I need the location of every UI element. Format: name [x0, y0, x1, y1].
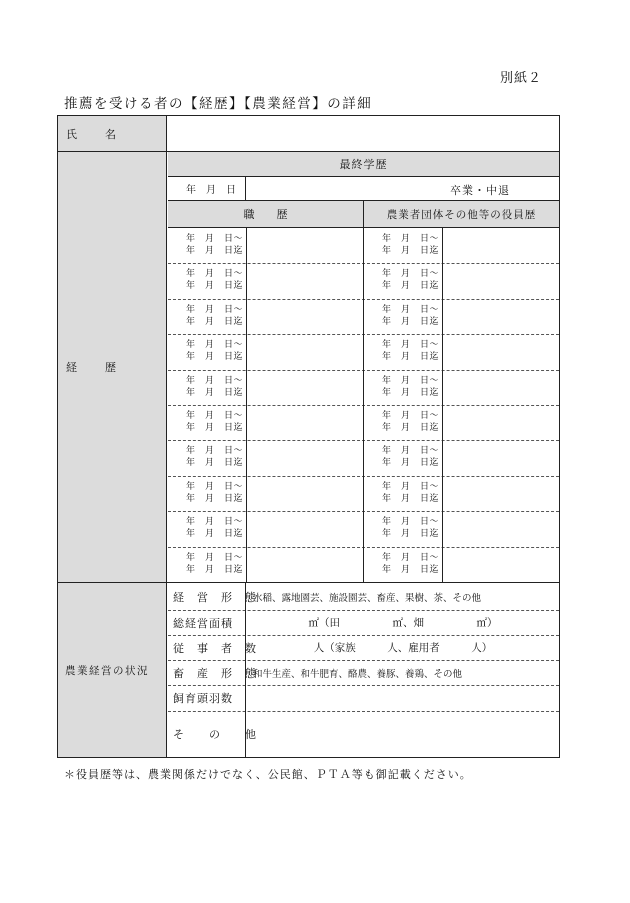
period-from: 年 月 日～ — [382, 234, 440, 244]
officer-detail-field[interactable] — [443, 511, 559, 546]
period-from: 年 月 日～ — [186, 304, 244, 315]
job-period — [186, 516, 243, 540]
career-label-cell — [58, 152, 167, 582]
period-to: 年 月 日迄 — [186, 493, 244, 504]
job-period — [186, 410, 243, 434]
officer-detail-field[interactable] — [443, 547, 559, 582]
period-to: 年 月 日迄 — [382, 316, 440, 327]
farming-label: 農業経営の状況 — [65, 664, 149, 677]
farming-label-cell — [58, 583, 167, 757]
name-label: 氏 名 — [66, 127, 118, 141]
column-divider — [363, 334, 364, 369]
job-period — [186, 304, 243, 328]
job-period — [186, 233, 243, 257]
period-to: 年 月 日迄 — [382, 529, 440, 540]
officer-period — [382, 516, 439, 540]
officer-detail-field[interactable] — [443, 476, 559, 511]
period-to: 年 月 日迄 — [186, 281, 244, 292]
period-from: 年 月 日～ — [382, 304, 440, 315]
officer-period — [382, 481, 439, 505]
job-period — [186, 375, 243, 399]
name-field[interactable] — [168, 116, 559, 151]
column-divider — [363, 370, 364, 405]
farming-item-value[interactable] — [247, 711, 559, 757]
period-to: 年 月 日迄 — [186, 423, 244, 433]
job-detail-field[interactable] — [247, 370, 363, 405]
period-from: 年 月 日～ — [186, 552, 244, 563]
period-from: 年 月 日～ — [186, 411, 244, 421]
officer-detail-field[interactable] — [443, 299, 559, 334]
farming-item-label: 飼育頭羽数 — [168, 685, 246, 711]
period-from: 年 月 日～ — [186, 517, 244, 528]
period-from: 年 月 日～ — [382, 375, 440, 386]
job-detail-field[interactable] — [247, 334, 363, 369]
period-to: 年 月 日迄 — [382, 352, 440, 363]
period-from: 年 月 日～ — [186, 269, 244, 280]
job-detail-field[interactable] — [247, 511, 363, 546]
period-to: 年 月 日迄 — [186, 352, 244, 363]
footnote: ＊役員歴等は、農業関係だけでなく、公民館、ＰＴＡ等も御記載ください。 — [64, 768, 472, 781]
education-field[interactable] — [247, 177, 559, 200]
period-to: 年 月 日迄 — [186, 387, 244, 398]
period-from: 年 月 日～ — [382, 340, 440, 351]
job-period — [186, 268, 243, 292]
period-from: 年 月 日～ — [186, 340, 244, 351]
officer-period — [382, 233, 439, 257]
officer-detail-field[interactable] — [443, 263, 559, 298]
column-divider — [363, 547, 364, 582]
period-to: 年 月 日迄 — [382, 387, 440, 398]
period-to: 年 月 日迄 — [382, 458, 440, 469]
job-history-header: 職 歴 — [168, 201, 364, 228]
period-from: 年 月 日～ — [382, 552, 440, 563]
officer-detail-field[interactable] — [443, 334, 559, 369]
farming-item-label: 畜 産 形 態 — [168, 660, 246, 685]
job-detail-field[interactable] — [247, 476, 363, 511]
period-to: 年 月 日迄 — [186, 316, 244, 327]
job-detail-field[interactable] — [247, 228, 363, 263]
job-period — [186, 481, 243, 505]
period-from: 年 月 日～ — [186, 234, 244, 244]
job-period — [186, 339, 243, 363]
education-header: 最終学歴 — [168, 152, 559, 177]
officer-detail-field[interactable] — [443, 440, 559, 475]
period-to: 年 月 日迄 — [186, 246, 244, 256]
farming-item-label: 経 営 形 態 — [168, 583, 246, 610]
column-divider — [363, 440, 364, 475]
career-label: 経 歴 — [66, 361, 118, 374]
job-detail-field[interactable] — [247, 405, 363, 440]
column-divider — [363, 476, 364, 511]
job-period — [186, 445, 243, 469]
period-from: 年 月 日～ — [382, 269, 440, 280]
period-from: 年 月 日～ — [382, 446, 440, 457]
period-from: 年 月 日～ — [382, 517, 440, 528]
job-detail-field[interactable] — [247, 547, 363, 582]
officer-period — [382, 304, 439, 328]
attachment-number: 別紙２ — [500, 71, 543, 86]
period-to: 年 月 日迄 — [382, 423, 440, 433]
period-to: 年 月 日迄 — [382, 493, 440, 504]
farming-item-value[interactable]: 水稲、露地園芸、施設園芸、畜産、果樹、茶、その他 — [253, 592, 482, 604]
farming-item-value[interactable] — [247, 685, 559, 711]
period-from: 年 月 日～ — [382, 411, 440, 421]
period-from: 年 月 日～ — [186, 446, 244, 457]
job-detail-field[interactable] — [247, 299, 363, 334]
column-divider — [363, 228, 364, 263]
period-to: 年 月 日迄 — [382, 246, 440, 256]
period-to: 年 月 日迄 — [382, 564, 440, 575]
page-title: 推薦を受ける者の【経歴】【農業経営】の詳細 — [64, 96, 373, 112]
column-divider — [363, 511, 364, 546]
officer-period — [382, 339, 439, 363]
period-to: 年 月 日迄 — [186, 564, 244, 575]
farming-item-value[interactable]: 和牛生産、和牛肥育、酪農、養豚、養鶏、その他 — [253, 668, 463, 680]
period-from: 年 月 日～ — [382, 481, 440, 492]
officer-period — [382, 410, 439, 434]
job-detail-field[interactable] — [247, 440, 363, 475]
period-from: 年 月 日～ — [186, 375, 244, 386]
farming-item-value[interactable]: ㎡（田 ㎡、畑 ㎡） — [308, 617, 498, 629]
name-label-cell — [58, 116, 167, 151]
period-to: 年 月 日迄 — [382, 281, 440, 292]
period-to: 年 月 日迄 — [186, 458, 244, 469]
column-divider — [363, 299, 364, 334]
officer-period — [382, 552, 439, 576]
education-status: 卒業・中退 — [450, 184, 510, 197]
farming-item-label: 従 事 者 数 — [168, 635, 246, 660]
farming-item-label: そ の 他 — [168, 711, 246, 757]
officer-detail-field[interactable] — [443, 228, 559, 263]
period-from: 年 月 日～ — [186, 481, 244, 492]
period-to: 年 月 日迄 — [186, 529, 244, 540]
farming-item-label: 総経営面積 — [168, 610, 246, 635]
officer-detail-field[interactable] — [443, 370, 559, 405]
officer-detail-field[interactable] — [443, 405, 559, 440]
job-period — [186, 552, 243, 576]
column-divider — [363, 405, 364, 440]
farming-item-value[interactable]: 人（家族 人、雇用者 人） — [313, 642, 493, 654]
job-detail-field[interactable] — [247, 263, 363, 298]
column-divider — [363, 263, 364, 298]
officer-period — [382, 375, 439, 399]
officer-period — [382, 445, 439, 469]
officer-period — [382, 268, 439, 292]
officer-history-header: 農業者団体その他等の役員歴 — [364, 201, 559, 228]
education-date-cell: 年 月 日 — [168, 177, 246, 200]
